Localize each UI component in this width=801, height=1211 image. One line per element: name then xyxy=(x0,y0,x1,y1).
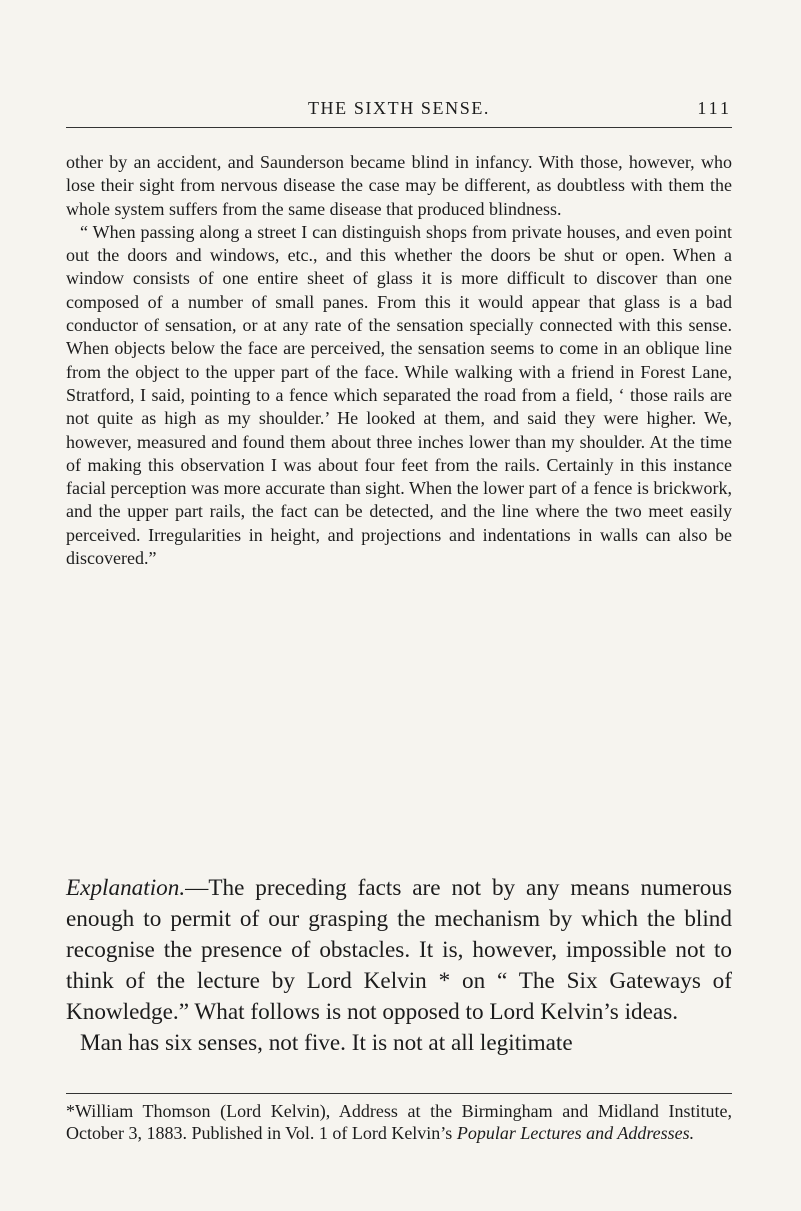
explanation-heading: Explanation. xyxy=(66,875,186,901)
footnote-title: Popular Lectures and Addresses. xyxy=(456,1123,695,1143)
footnote-text: *William Thomson (Lord Kelvin), Address at the Birmingham and Midland Institute, October 3, 1883. Published in Vol. 1 of Lord Kelvin’s xyxy=(66,1101,732,1143)
paragraph: “ When passing along a street I can distinguish shops from private houses, and even point out the doors and windows, etc., and this whether the doors be shut or open. When a window consists of one entire sheet of glass it is more difficult to discover than one composed of a number of small panes. From this it would appear that glass is a bad conductor of sensation, or at any rate of the sensation specially connected with this sense. When objects below the face are perceived, the sensation seems to come in an oblique line from the object to the upper part of the face. While walking with a friend in Forest Lane, Stratford, I said, pointing to a fence which separated the road from a field, ‘ those rails are not quite as high as my shoulder.’ He looked at them, and said they were higher. We, however, measured and found them about three inches lower than my shoulder. At the time of making this observation I was about four feet from the rails. Certainly in this instance facial perception was more accurate than sight. When the lower part of a fence is brickwork, and the upper part rails, the fact can be detected, and the line where the two meet easily perceived. Irregularities in height, and projections and indentations in walls can also be discovered.” xyxy=(66,221,732,569)
footnote-rule xyxy=(66,1093,732,1094)
running-title: THE SIXTH SENSE. xyxy=(307,98,491,118)
page-number: 111 xyxy=(697,98,732,118)
body-text xyxy=(66,151,732,570)
explanation-section xyxy=(66,873,732,1060)
explanation-paragraph xyxy=(66,873,732,1028)
explanation-text: —The preceding facts are not by any means numerous enough to permit of our grasping the mechanism by which the blind recognise the presence of obstacles. It is, however, impossible not to think of the lecture by Lord Kelvin * on “ The Six Gateways of Knowledge.” What follows is not opposed to Lord Kelvin’s ideas. xyxy=(66,875,732,1026)
header-rule xyxy=(66,127,732,128)
paragraph: other by an accident, and Saunderson became blind in infancy. With those, however, who lose their sight from nervous disease the case may be different, as doubtless with them the whole system suffers from the same disease that produced blindness. xyxy=(66,152,732,219)
footnote xyxy=(66,1100,732,1144)
running-header xyxy=(66,98,732,128)
continuation-paragraph: Man has six senses, not five. It is not at all legitimate xyxy=(80,1030,573,1057)
